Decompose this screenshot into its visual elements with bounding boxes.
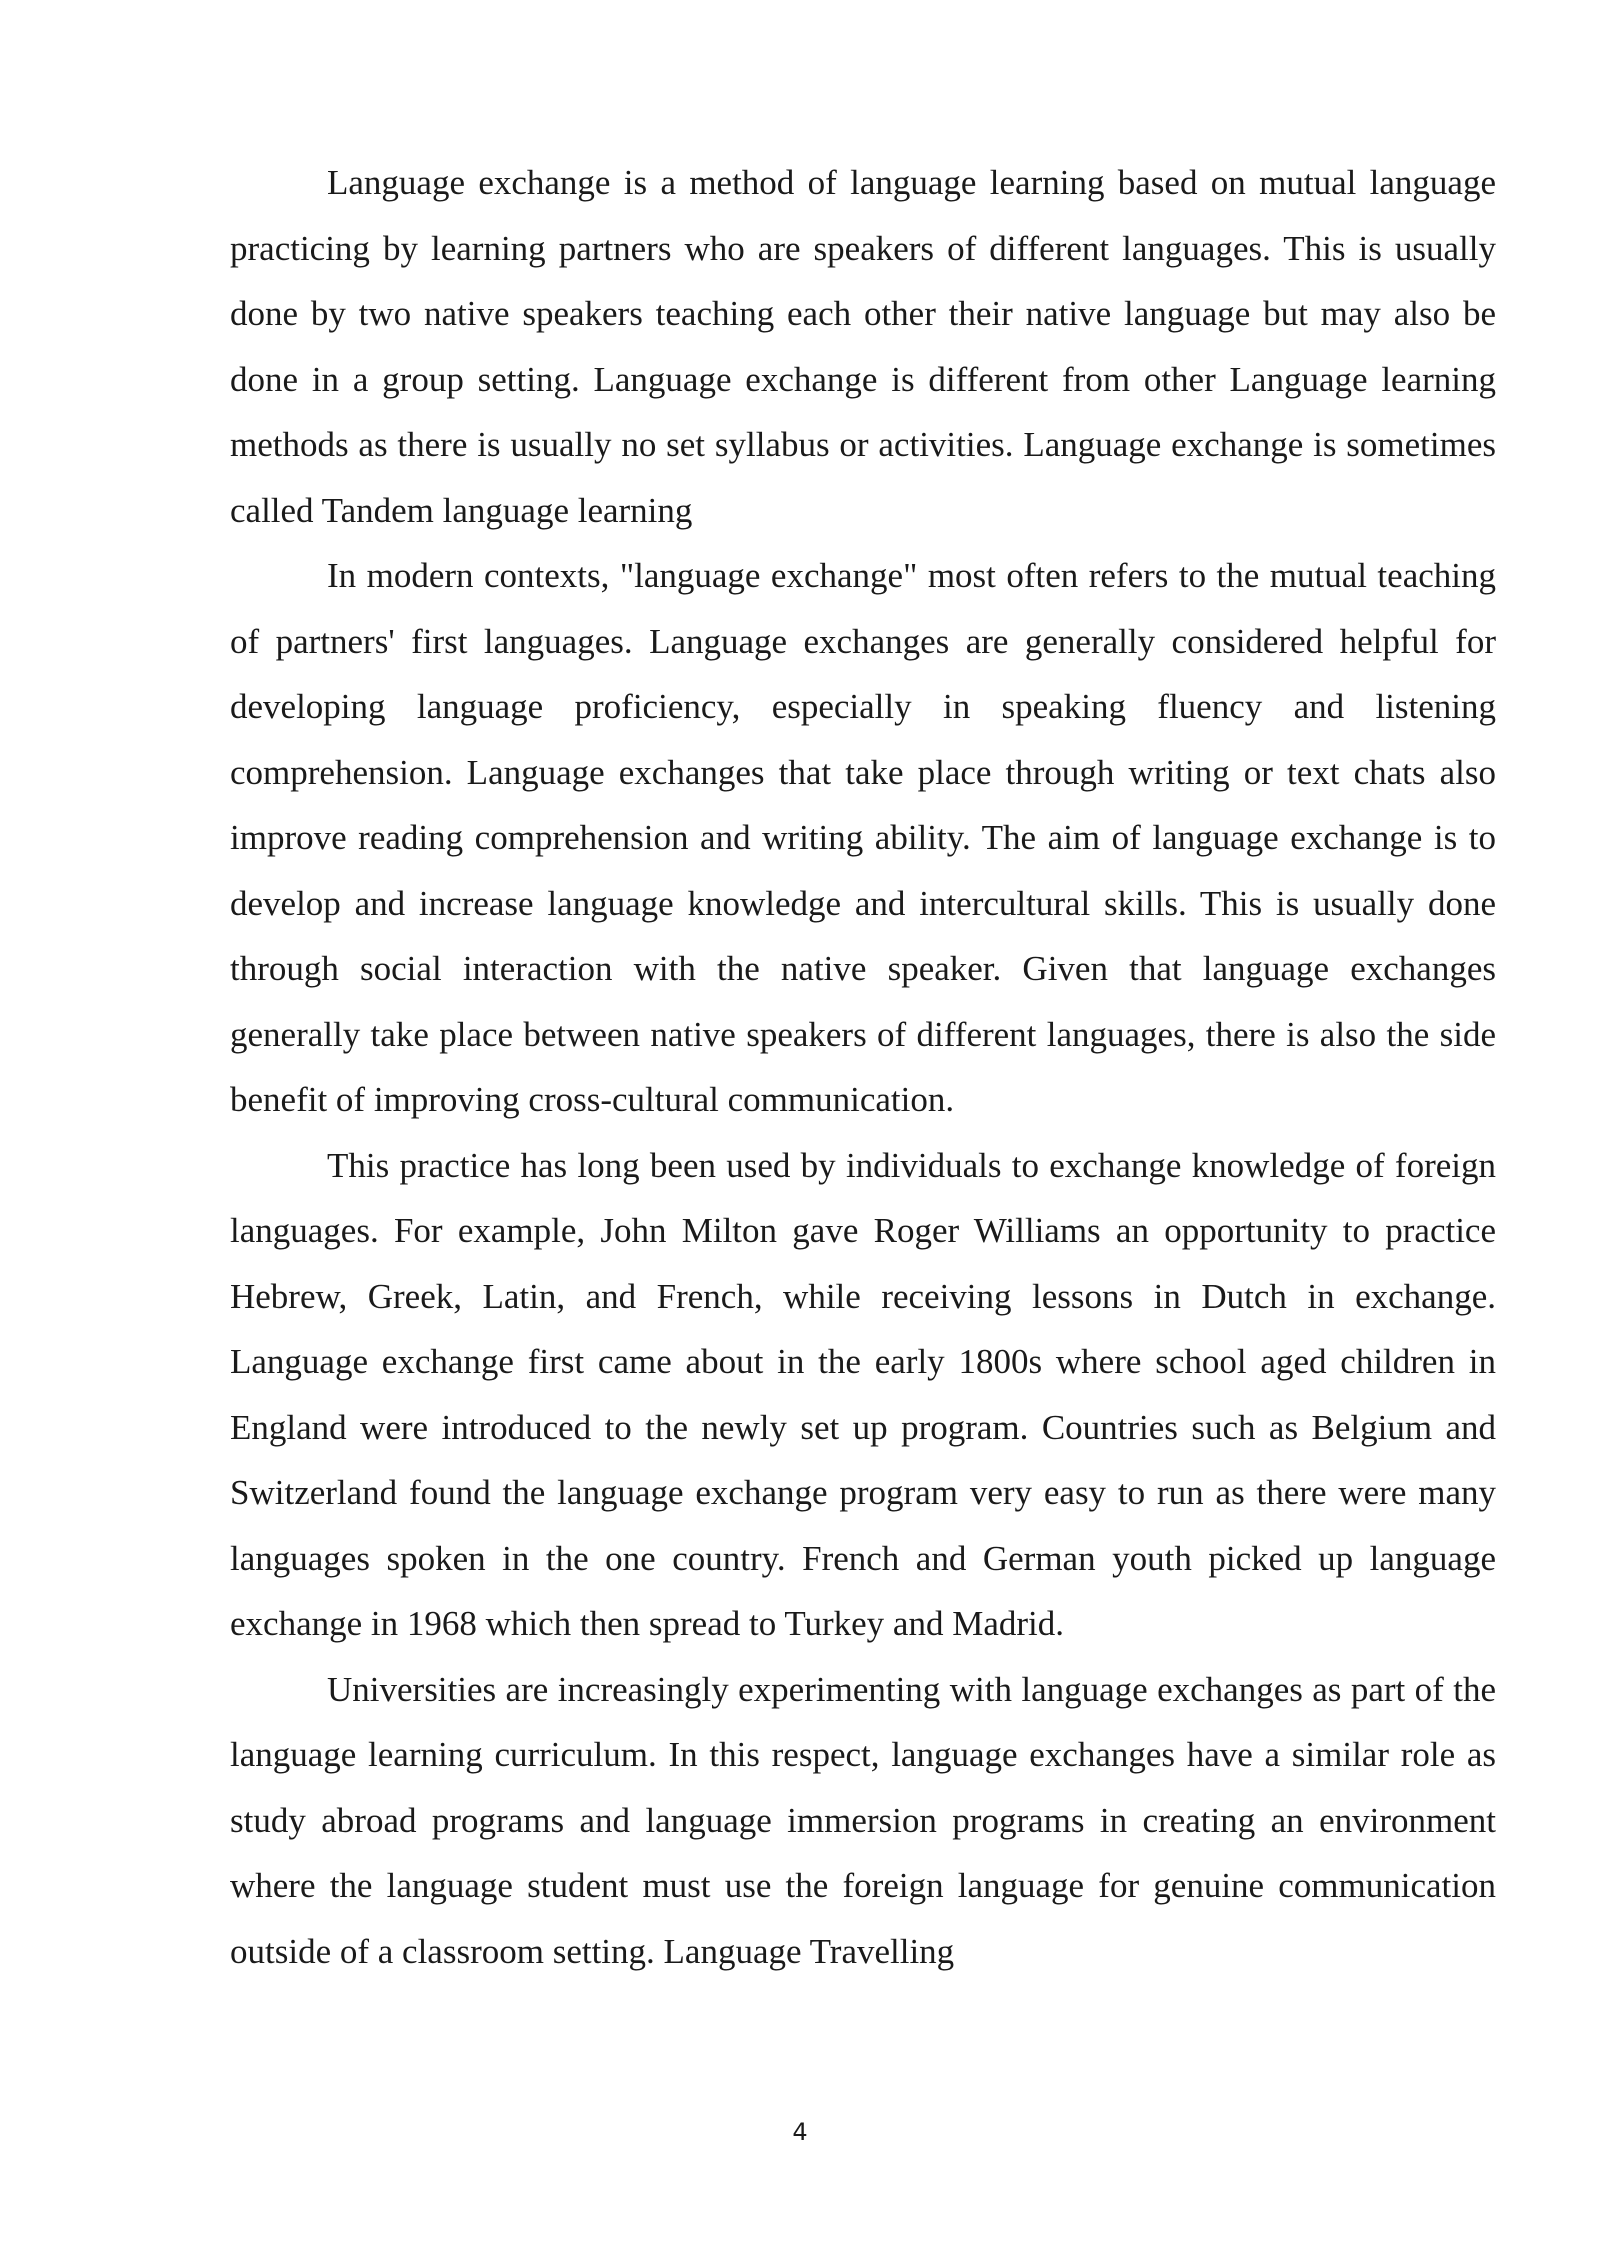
page-number: 4 xyxy=(792,2118,808,2146)
body-text xyxy=(230,150,1496,1984)
paragraph-language-exchange-definition: Language exchange is a method of language learning based on mutual language practicing by learning partners who are speakers of different languages. This is usually done by two native speakers teaching each other their native language but may also be done in a group setting. Language exchange is different from other Language learning methods as there is usually no set syllabus or activities. Language exchange is sometimes called Tandem language learning xyxy=(230,163,1496,530)
paragraph-universities: Universities are increasingly experimenting with language exchanges as part of the language learning curriculum. In this respect, language exchanges have a similar role as study abroad programs and language immersion programs in creating an environment where the language student must use the foreign language for genuine communication outside of a classroom setting. Language Travelling xyxy=(230,1669,1496,1971)
paragraph-modern-contexts: In modern contexts, "language exchange" most often refers to the mutual teaching of partners' first languages. Language exchanges are generally considered helpful for developing language proficiency, especially in speaking fluency and listening comprehension. Language exchanges that take place through writing or text chats also improve reading comprehension and writing ability. The aim of language exchange is to develop and increase language knowledge and intercultural skills. This is usually done through social interaction with the native speaker. Given that language exchanges generally take place between native speakers of different languages, there is also the side benefit of improving cross-cultural communication. xyxy=(230,556,1496,1119)
paragraph-history: This practice has long been used by individuals to exchange knowledge of foreign languages. For example, John Milton gave Roger Williams an opportunity to practice Hebrew, Greek, Latin, and French, while receiving lessons in Dutch in exchange. Language exchange first came about in the early 1800s where school aged children in England were introduced to the newly set up program. Countries such as Belgium and Switzerland found the language exchange program very easy to run as there were many languages spoken in the one country. French and German youth picked up language exchange in 1968 which then spread to Turkey and Madrid. xyxy=(230,1145,1496,1643)
